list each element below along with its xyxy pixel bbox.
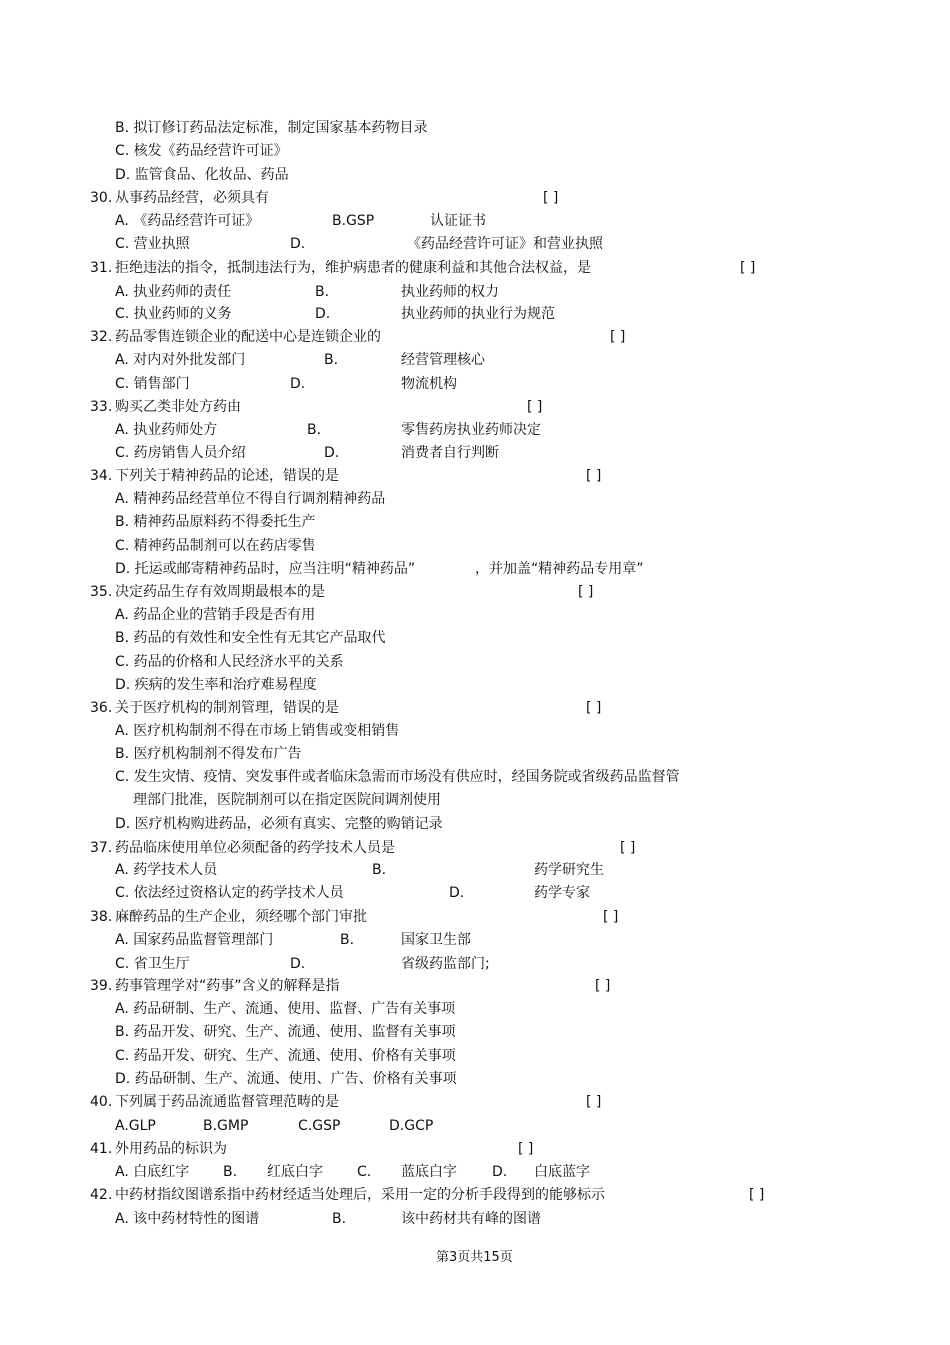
option-line: A. 《药品经营许可证》 [115, 213, 260, 229]
answer-bracket: [ ] [586, 700, 602, 716]
question-number: 39. [90, 978, 113, 994]
answer-bracket: [ ] [595, 978, 611, 994]
option-line: 物流机构 [401, 376, 457, 392]
question-stem: 麻醉药品的生产企业，须经哪个部门审批 [115, 909, 367, 925]
option-line: 执业药师的执业行为规范 [401, 306, 555, 322]
option-line: D. [324, 445, 340, 461]
answer-bracket: [ ] [578, 584, 594, 600]
answer-bracket: [ ] [620, 840, 636, 856]
answer-bracket: [ ] [740, 260, 756, 276]
option-line: A. 药学技术人员 [115, 862, 218, 878]
answer-bracket: [ ] [586, 468, 602, 484]
answer-bracket: [ ] [603, 909, 619, 925]
option-line: 认证证书 [430, 213, 486, 229]
option-line: A. 执业药师处方 [115, 422, 218, 438]
answer-bracket: [ ] [610, 329, 626, 345]
question-number: 33. [90, 399, 113, 415]
option-line: 药学研究生 [534, 862, 604, 878]
option-line: B. 药品的有效性和安全性有无其它产品取代 [115, 630, 386, 646]
option-line: A. 白底红字 [115, 1164, 190, 1180]
answer-bracket: [ ] [527, 399, 543, 415]
question-number: 35. [90, 584, 113, 600]
option-line: D. 疾病的发生率和治疗难易程度 [115, 677, 317, 693]
question-stem: 关于医疗机构的制剂管理，错误的是 [115, 700, 339, 716]
option-line: D. 医疗机构购进药品，必须有真实、完整的购销记录 [115, 816, 443, 832]
option-line: 红底白字 [267, 1164, 323, 1180]
option-line: A. 该中药材特性的图谱 [115, 1211, 260, 1227]
option-line: B. [372, 862, 387, 878]
answer-bracket: [ ] [586, 1094, 602, 1110]
question-number: 36. [90, 700, 113, 716]
option-line: 国家卫生部 [401, 932, 471, 948]
option-line: D.GCP [389, 1118, 434, 1134]
option-line: D. 药品研制、生产、流通、使用、广告、价格有关事项 [115, 1071, 457, 1087]
option-line: A. 执业药师的责任 [115, 284, 232, 300]
option-line: 药学专家 [534, 885, 590, 901]
answer-bracket: [ ] [749, 1187, 765, 1203]
question-stem: 药品临床使用单位必须配备的药学技术人员是 [115, 840, 395, 856]
option-line: 蓝底白字 [401, 1164, 457, 1180]
option-line: B.GSP [332, 213, 375, 229]
option-line: B. [332, 1211, 347, 1227]
option-line: C. 药品的价格和人民经济水平的关系 [115, 654, 344, 670]
option-line: C. 执业药师的义务 [115, 306, 232, 322]
question-stem: 下列属于药品流通监督管理范畴的是 [115, 1094, 339, 1110]
question-number: 40. [90, 1094, 113, 1110]
option-line: D. [315, 306, 331, 322]
option-line: B. 药品开发、研究、生产、流通、使用、监督有关事项 [115, 1024, 456, 1040]
question-number: 41. [90, 1141, 113, 1157]
question-number: 31. [90, 260, 113, 276]
option-line: A. 对内对外批发部门 [115, 352, 246, 368]
option-line: B. [340, 932, 355, 948]
question-stem: 下列关于精神药品的论述，错误的是 [115, 468, 339, 484]
question-stem: 中药材指纹图谱系指中药材经适当处理后，采用一定的分析手段得到的能够标示 [115, 1187, 605, 1203]
option-line: C. 发生灾情、疫情、突发事件或者临床急需而市场没有供应时，经国务院或省级药品监督管 [115, 769, 680, 785]
option-line: C. 精神药品制剂可以在药店零售 [115, 538, 316, 554]
option-line: C. 核发《药品经营许可证》 [115, 143, 288, 159]
option-line: B. 医疗机构制剂不得发布广告 [115, 746, 302, 762]
question-stem: 药品零售连锁企业的配送中心是连锁企业的 [115, 329, 381, 345]
option-line: B.GMP [203, 1118, 249, 1134]
option-line: D. [290, 236, 306, 252]
option-line: D. 托运或邮寄精神药品时，应当注明“精神药品” [115, 561, 416, 577]
option-line: C. 省卫生厅 [115, 956, 190, 972]
option-line: B. [307, 422, 322, 438]
option-line: A. 医疗机构制剂不得在市场上销售或变相销售 [115, 723, 400, 739]
option-line: C. [357, 1164, 372, 1180]
question-number: 32. [90, 329, 113, 345]
question-stem: 从事药品经营，必须具有 [115, 190, 269, 206]
question-stem: 拒绝违法的指令，抵制违法行为，维护病患者的健康利益和其他合法权益，是 [115, 260, 591, 276]
option-line: 消费者自行判断 [401, 445, 499, 461]
answer-bracket: [ ] [543, 190, 559, 206]
option-line: 省级药监部门; [401, 956, 490, 972]
option-line: B. [315, 284, 330, 300]
option-line: 经营管理核心 [401, 352, 485, 368]
option-line: A. 药品研制、生产、流通、使用、监督、广告有关事项 [115, 1001, 456, 1017]
option-line: D. 监管食品、化妆品、药品 [115, 167, 289, 183]
option-line: D. [290, 956, 306, 972]
option-line: C. 销售部门 [115, 376, 190, 392]
option-line: 白底蓝字 [534, 1164, 590, 1180]
question-stem: 购买乙类非处方药由 [115, 399, 241, 415]
option-line: 零售药房执业药师决定 [401, 422, 541, 438]
option-line: C.GSP [298, 1118, 341, 1134]
option-line: A. 药品企业的营销手段是否有用 [115, 607, 316, 623]
option-line: 该中药材共有峰的图谱 [401, 1211, 541, 1227]
option-line: A. 国家药品监督管理部门 [115, 932, 274, 948]
question-number: 37. [90, 840, 113, 856]
option-line: A. 精神药品经营单位不得自行调剂精神药品 [115, 491, 386, 507]
option-line: ，并加盖“精神药品专用章” [475, 561, 644, 577]
question-number: 38. [90, 909, 113, 925]
option-line: C. 药品开发、研究、生产、流通、使用、价格有关事项 [115, 1048, 456, 1064]
option-line: 执业药师的权力 [401, 284, 499, 300]
option-line: 理部门批准，医院制剂可以在指定医院间调剂使用 [133, 792, 441, 808]
question-number: 34. [90, 468, 113, 484]
question-stem: 决定药品生存有效周期最根本的是 [115, 584, 325, 600]
option-line: D. [492, 1164, 508, 1180]
page-number: 第3页共15页 [436, 1250, 513, 1265]
option-line: D. [290, 376, 306, 392]
option-line: B. [223, 1164, 238, 1180]
question-number: 30. [90, 190, 113, 206]
question-stem: 药事管理学对“药事”含义的解释是指 [115, 978, 340, 994]
question-number: 42. [90, 1187, 113, 1203]
answer-bracket: [ ] [518, 1141, 534, 1157]
option-line: B. 拟订修订药品法定标准，制定国家基本药物目录 [115, 120, 428, 136]
option-line: B. 精神药品原料药不得委托生产 [115, 514, 316, 530]
option-line: C. 营业执照 [115, 236, 190, 252]
option-line: A.GLP [115, 1118, 156, 1134]
option-line: B. [324, 352, 339, 368]
option-line: D. [449, 885, 465, 901]
question-stem: 外用药品的标识为 [115, 1141, 227, 1157]
option-line: 《药品经营许可证》和营业执照 [407, 236, 603, 252]
option-line: C. 依法经过资格认定的药学技术人员 [115, 885, 344, 901]
option-line: C. 药房销售人员介绍 [115, 445, 246, 461]
